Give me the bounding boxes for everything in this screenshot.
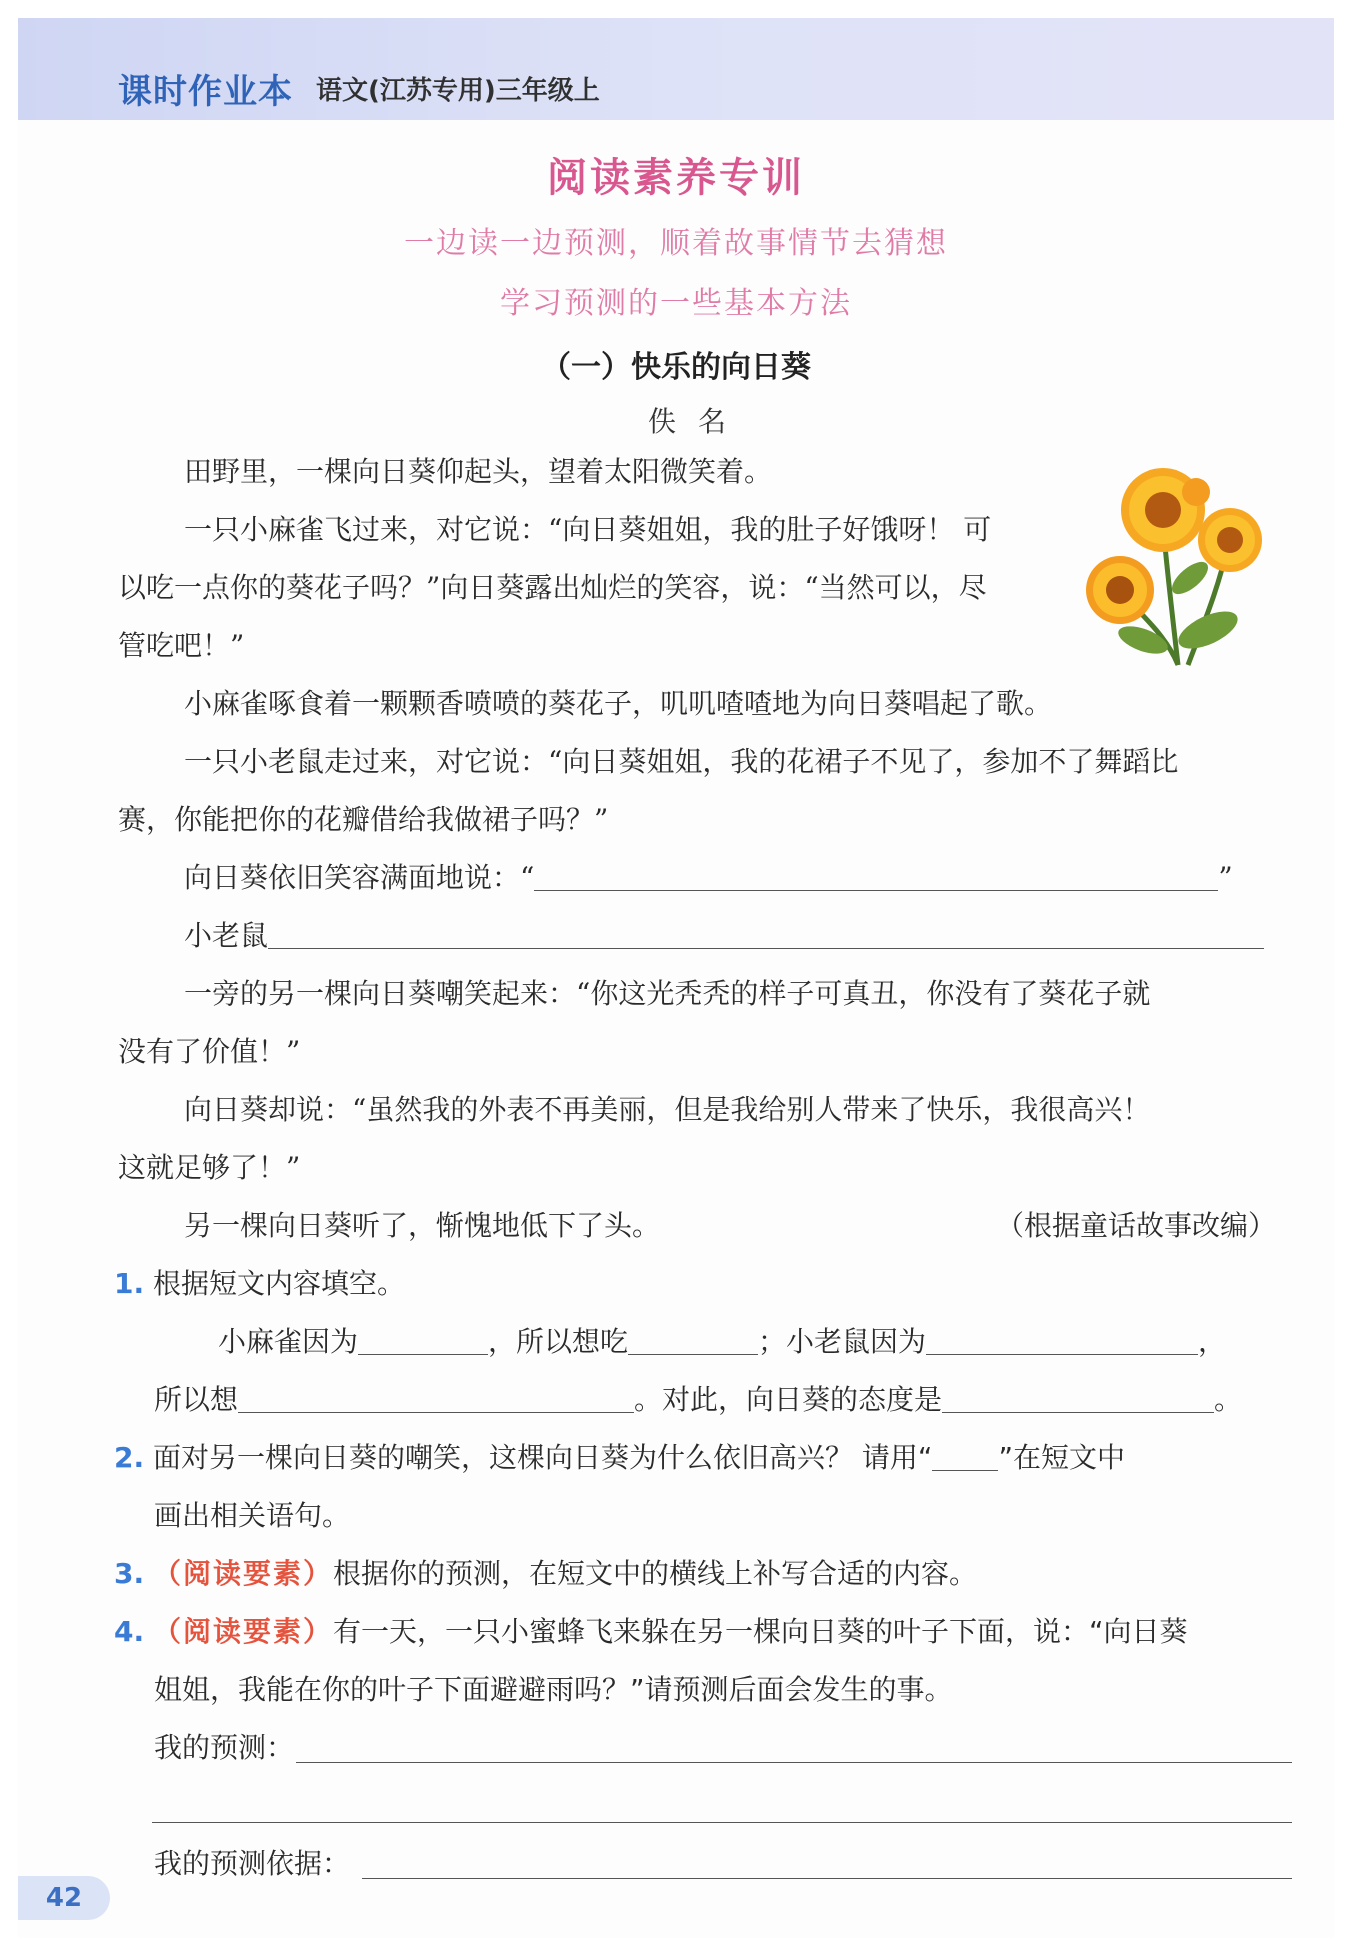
q1-text-g: 。 — [1214, 1383, 1243, 1416]
story-paragraph-6 — [184, 916, 1264, 956]
page-number: 42 — [18, 1876, 110, 1920]
q1-blank-sparrow-reason[interactable] — [358, 1324, 488, 1355]
story-paragraph-8-line-2: 这就足够了！” — [118, 1151, 301, 1184]
story-paragraph-1: 田野里，一棵向日葵仰起头，望着太阳微笑着。 — [184, 455, 773, 488]
question-3-tag: （阅读要素） — [153, 1557, 334, 1590]
q1-text-e: 所以想 — [154, 1383, 239, 1416]
header-band — [18, 18, 1334, 120]
question-4-line-2: 姐姐，我能在你的叶子下面避避雨吗？”请预测后面会发生的事。 — [154, 1673, 953, 1706]
question-3-text: 根据你的预测，在短文中的横线上补写合适的内容。 — [333, 1557, 978, 1590]
q1-text-c: ；小老鼠因为 — [758, 1325, 927, 1358]
answer-blank-sunflower-reply[interactable] — [534, 860, 1218, 891]
question-3 — [114, 1554, 977, 1594]
q1-text-d: ， — [1198, 1325, 1227, 1358]
section-subtitle-1: 一边读一边预测，顺着故事情节去猜想 — [404, 226, 948, 261]
q1-text-f: 。对此，向日葵的态度是 — [634, 1383, 943, 1416]
story-title: （一）快乐的向日葵 — [541, 350, 811, 385]
question-3-number: 3. — [114, 1557, 145, 1590]
prediction-basis-answer-line[interactable] — [362, 1878, 1292, 1879]
q1-blank-mouse-want[interactable] — [238, 1382, 634, 1413]
section-subtitle-2: 学习预测的一些基本方法 — [500, 286, 852, 321]
story-paragraph-2-line-1: 一只小麻雀飞过来，对它说：“向日葵姐姐，我的肚子好饿呀！ 可 — [184, 513, 992, 546]
question-4-tag: （阅读要素） — [153, 1615, 334, 1648]
story-author: 佚名 — [647, 405, 748, 438]
question-2-text: 面对另一棵向日葵的嘲笑，这棵向日葵为什么依旧高兴？ 请用“ — [153, 1441, 933, 1474]
story-source: （根据童话故事改编） — [995, 1209, 1276, 1242]
workbook-page — [18, 18, 1334, 1938]
story-paragraph-3: 小麻雀啄食着一颗颗香喷喷的葵花子，叽叽喳喳地为向日葵唱起了歌。 — [184, 687, 1053, 720]
question-1-number: 1. — [114, 1267, 145, 1300]
section-title: 阅读素养专训 — [547, 155, 805, 201]
prediction-answer-line-1[interactable] — [296, 1762, 1292, 1763]
prediction-answer-line-2[interactable] — [152, 1822, 1292, 1823]
answer-blank-mouse-action[interactable] — [268, 918, 1264, 949]
story-paragraph-2-line-2: 以吃一点你的葵花子吗？”向日葵露出灿烂的笑容，说：“当然可以，尽 — [118, 571, 987, 604]
paragraph-6-text: 小老鼠 — [184, 919, 269, 952]
question-1-line-1 — [218, 1322, 1226, 1362]
q1-text-b: ，所以想吃 — [488, 1325, 629, 1358]
question-2-number: 2. — [114, 1441, 145, 1474]
paragraph-5-text: 向日葵依旧笑容满面地说：“ — [184, 861, 535, 894]
story-paragraph-5 — [184, 858, 1233, 898]
question-1-text: 根据短文内容填空。 — [153, 1267, 406, 1300]
header-brand: 课时作业本 — [118, 72, 293, 112]
question-2-line-2: 画出相关语句。 — [154, 1499, 351, 1532]
story-paragraph-7-line-1: 一旁的另一棵向日葵嘲笑起来：“你这光秃秃的样子可真丑，你没有了葵花子就 — [184, 977, 1151, 1010]
prediction-basis-label: 我的预测依据： — [154, 1847, 351, 1880]
q1-blank-sparrow-want[interactable] — [628, 1324, 758, 1355]
question-1 — [114, 1264, 405, 1304]
q1-text-a: 小麻雀因为 — [218, 1325, 359, 1358]
story-paragraph-4-line-1: 一只小老鼠走过来，对它说：“向日葵姐姐，我的花裙子不见了，参加不了舞蹈比 — [184, 745, 1179, 778]
question-2 — [114, 1438, 1125, 1478]
sunflower-illustration-icon — [1078, 450, 1278, 670]
paragraph-5-close-quote: ” — [1218, 861, 1233, 894]
story-paragraph-2-line-3: 管吃吧！” — [118, 629, 245, 662]
q2-blank-mark-symbol[interactable] — [932, 1440, 998, 1471]
question-2-text-end: ”在短文中 — [998, 1441, 1125, 1474]
header-subtitle: 语文(江苏专用)三年级上 — [316, 76, 600, 106]
question-4-text-line-1: 有一天，一只小蜜蜂飞来躲在另一棵向日葵的叶子下面，说：“向日葵 — [333, 1615, 1188, 1648]
question-1-line-2 — [154, 1380, 1242, 1420]
story-paragraph-4-line-2: 赛，你能把你的花瓣借给我做裙子吗？” — [118, 803, 609, 836]
story-paragraph-9: 另一棵向日葵听了，惭愧地低下了头。 — [184, 1209, 661, 1242]
q1-blank-sunflower-attitude[interactable] — [942, 1382, 1214, 1413]
story-paragraph-7-line-2: 没有了价值！” — [118, 1035, 301, 1068]
q1-blank-mouse-reason[interactable] — [926, 1324, 1198, 1355]
prediction-label: 我的预测： — [154, 1731, 295, 1764]
story-paragraph-8-line-1: 向日葵却说：“虽然我的外表不再美丽，但是我给别人带来了快乐，我很高兴！ — [184, 1093, 1151, 1126]
question-4-number: 4. — [114, 1615, 145, 1648]
question-4 — [114, 1612, 1188, 1652]
